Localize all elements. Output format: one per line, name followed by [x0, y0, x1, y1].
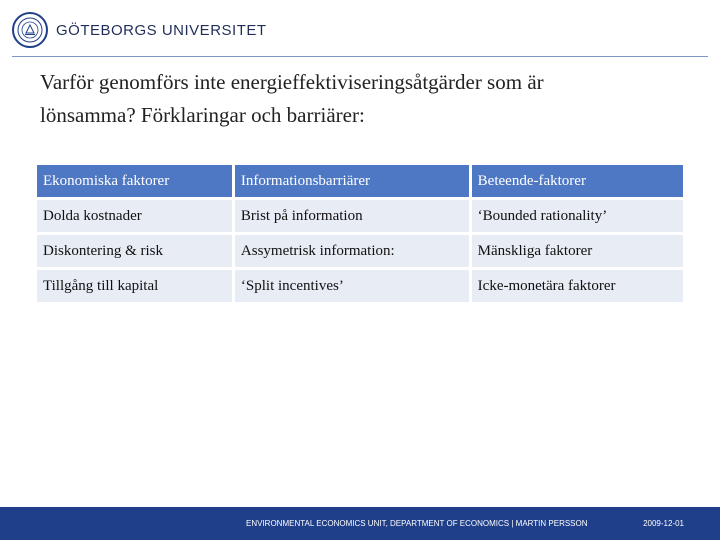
table-cell: Tillgång till kapital: [37, 270, 232, 302]
slide-title-line-1: Varför genomförs inte energieffektiviseringsåtgärder som är: [40, 70, 544, 94]
footer-date: 2009-12-01: [643, 519, 684, 528]
table-cell: Dolda kostnader: [37, 200, 232, 232]
table-row: [37, 270, 683, 302]
header-divider: [12, 56, 708, 57]
barriers-table: [34, 162, 686, 305]
table-row: [37, 200, 683, 232]
column-header-beteende: Beteende-faktorer: [472, 165, 683, 197]
table-row: [37, 235, 683, 267]
table-cell: Icke-monetära faktorer: [472, 270, 683, 302]
footer-bar: [0, 507, 720, 540]
table-cell: Assymetrisk information:: [235, 235, 469, 267]
table-cell: ‘Bounded rationality’: [472, 200, 683, 232]
table-header-row: [37, 165, 683, 197]
university-seal-icon: [12, 12, 48, 48]
table-cell: Brist på information: [235, 200, 469, 232]
footer-text: ENVIRONMENTAL ECONOMICS UNIT, DEPARTMENT OF ECONOMICS | MARTIN PERSSON: [246, 519, 588, 528]
slide-title: [40, 66, 680, 132]
column-header-informations: Informationsbarriärer: [235, 165, 469, 197]
slide-title-line-2: lönsamma? Förklaringar och barriärer:: [40, 103, 365, 127]
column-header-ekonomiska: Ekonomiska faktorer: [37, 165, 232, 197]
table-cell: Diskontering & risk: [37, 235, 232, 267]
table-cell: ‘Split incentives’: [235, 270, 469, 302]
university-name: GÖTEBORGS UNIVERSITET: [56, 21, 267, 39]
header: [12, 10, 267, 50]
table-cell: Mänskliga faktorer: [472, 235, 683, 267]
